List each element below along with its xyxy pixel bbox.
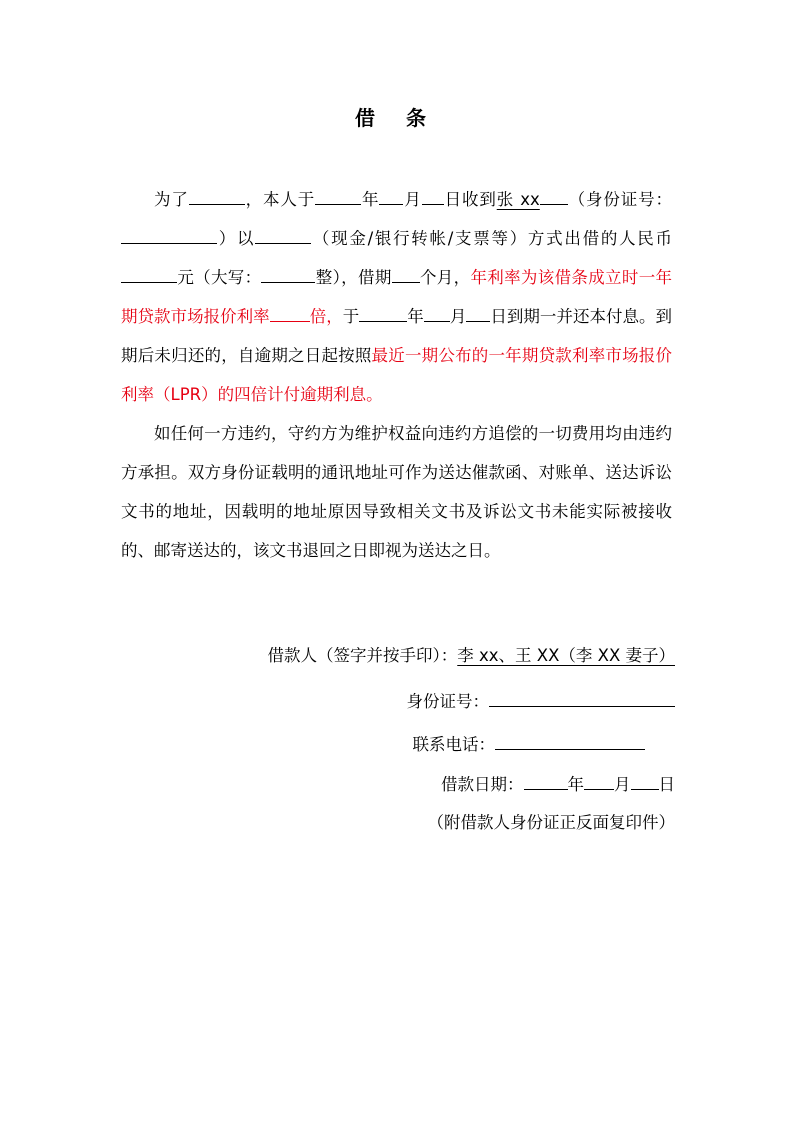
text: 个月， [419,268,471,287]
phone-label: 联系电话： [412,735,495,754]
id-number-line [407,688,676,712]
phone-line [413,731,646,755]
phone-blank [495,731,645,750]
borrower-signature-line [268,646,675,666]
blank-day [422,184,444,205]
rate-text: 年利率为该借条成立时一年期贷款市场报价利率 [121,268,673,326]
text: ）以 [217,229,256,248]
blank-purpose [189,184,245,205]
blank-term [392,262,420,283]
date-year-label: 年 [567,775,584,794]
blank-month [379,184,403,205]
overdue-rate-text: 最近一期公布的一年期贷款利率市场报价利率（LPR）的四倍计付逾期利息。 [121,346,672,404]
document-body [121,180,672,570]
blank-year [315,184,361,205]
date-label: 借款日期： [441,775,524,794]
document-title: 借 条 [355,106,438,130]
text: 日到期一并还本付息。到期后未归还的，自逾期之日起按照 [121,307,673,365]
text: 日收到 [443,190,497,209]
date-day-blank [631,771,659,790]
date-month-label: 月 [614,775,631,794]
date-year-blank [524,771,568,790]
loan-date-line [441,771,675,795]
text: （现金/银行转帐/支票等）方式出借的人民币 [311,229,672,248]
attachment-note: （附借款人身份证正反面复印件） [427,813,675,832]
date-month-blank [584,771,614,790]
text: 年 [407,307,424,326]
text: 整），借期 [315,268,392,287]
lender-name: 张 xx [496,190,540,209]
blank-id-number [121,223,217,244]
id-label: 身份证号： [406,692,489,711]
text: （身份证号： [567,190,673,209]
blank-amount [121,262,177,283]
blank-lender-tail [540,184,568,205]
text: ，本人于 [244,190,316,209]
id-number-blank [489,688,675,707]
paragraph-2: 如任何一方违约，守约方为维护权益向违约方追偿的一切费用均由违约方承担。双方身份证载明的通讯地址可作为送达催款函、对账单、送达诉讼文书的地址，因载明的地址原因导致相关文书及诉讼文书未能实际被接收的、邮寄送达的，该文书退回之日即视为送达之日。 [121,424,672,560]
text: 年 [361,190,380,209]
blank-due-year [359,301,407,322]
borrower-names: 李 xx、王 XX（李 XX 妻子） [457,646,675,665]
text: 于 [342,307,360,326]
blank-method [255,223,311,244]
text: 月 [449,307,467,326]
date-day-label: 日 [658,775,675,794]
blank-due-month [424,301,450,322]
blank-rate-multiple [270,301,310,322]
blank-due-day [466,301,490,322]
rate-text: 倍， [309,307,343,326]
text: 元（大写： [177,268,262,287]
text: 为了 [154,190,189,209]
text: 月 [403,190,422,209]
blank-amount-upper [261,262,315,283]
borrower-label: 借款人（签字并按手印）： [267,646,458,665]
paragraph-1 [121,180,672,414]
